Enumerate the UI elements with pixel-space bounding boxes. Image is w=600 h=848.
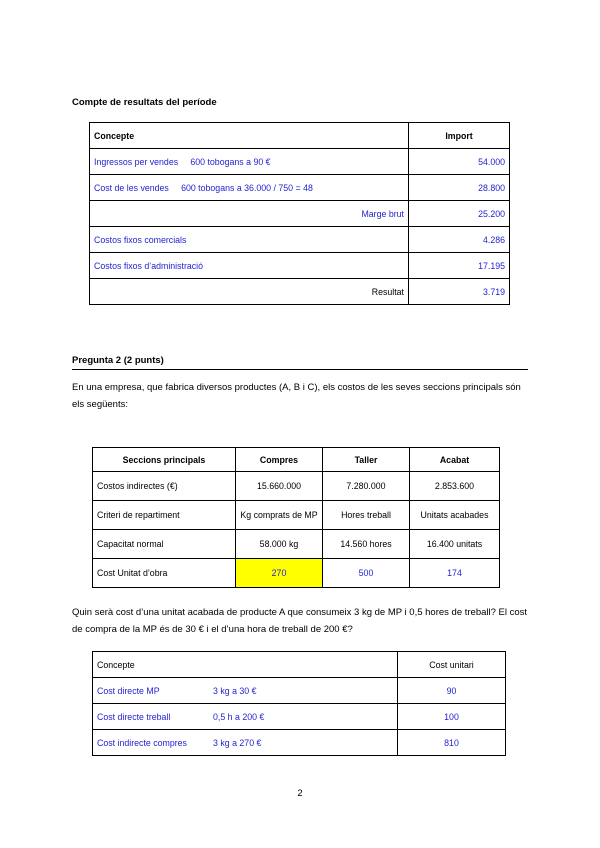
header-seccions: Seccions principals — [93, 448, 236, 472]
table-row — [90, 253, 510, 279]
header-cost-unitari: Cost unitari — [398, 652, 506, 678]
cell: 2.853.600 — [410, 472, 500, 501]
row-value: 25.200 — [409, 201, 510, 227]
row-value: 90 — [398, 678, 506, 704]
cell: Unitats acabades — [410, 501, 500, 530]
row-label: Ingressos per vendes 600 tobogans a 90 € — [90, 149, 409, 175]
table-row — [90, 201, 510, 227]
cell: 174 — [410, 559, 500, 588]
row-label: Costos fixos comercials — [90, 227, 409, 253]
highlighted-cell: 270 — [236, 559, 323, 588]
table-row — [93, 501, 500, 530]
header-concepte: Concepte — [93, 652, 398, 678]
table-row — [93, 678, 506, 704]
cell: 58.000 kg — [236, 530, 323, 559]
table-row — [93, 704, 506, 730]
row-value: 3.719 — [409, 279, 510, 305]
cell: Hores treball — [323, 501, 410, 530]
table-header-row — [90, 123, 510, 149]
header-concepte: Concepte — [90, 123, 409, 149]
row-label: Cost directe treball 0,5 h a 200 € — [93, 704, 398, 730]
intro-paragraph: En una empresa, que fabrica diversos productes (A, B i C), els costos de les seves seccions principals són els següents: — [72, 382, 521, 410]
table-header-row — [93, 652, 506, 678]
table-row — [90, 175, 510, 201]
row-label: Cost indirecte compres 3 kg a 270 € — [93, 730, 398, 756]
table-header-row — [93, 448, 500, 472]
header-import: Import — [409, 123, 510, 149]
page-number: 2 — [297, 788, 303, 799]
table-row — [90, 279, 510, 305]
cell: 7.280.000 — [323, 472, 410, 501]
row-value: 17.195 — [409, 253, 510, 279]
cell: 16.400 unitats — [410, 530, 500, 559]
header-compres: Compres — [236, 448, 323, 472]
table-row — [93, 730, 506, 756]
header-taller: Taller — [323, 448, 410, 472]
income-statement-table — [89, 122, 510, 305]
cell: Criteri de repartiment — [93, 501, 236, 530]
cell: Costos indirectes (€) — [93, 472, 236, 501]
cell: 15.660.000 — [236, 472, 323, 501]
section1-title: Compte de resultats del període — [72, 97, 217, 108]
row-label: Cost directe MP 3 kg a 30 € — [93, 678, 398, 704]
sections-cost-table — [92, 447, 500, 588]
row-value: 28.800 — [409, 175, 510, 201]
cell: Capacitat normal — [93, 530, 236, 559]
table-row — [93, 559, 500, 588]
row-value: 100 — [398, 704, 506, 730]
cell: Kg comprats de MP — [236, 501, 323, 530]
cell: Cost Unitat d’obra — [93, 559, 236, 588]
table-row — [93, 472, 500, 501]
row-label: Costos fixos d’administració — [90, 253, 409, 279]
section-divider — [72, 369, 528, 370]
unit-cost-table — [92, 651, 506, 756]
table-row — [90, 149, 510, 175]
header-acabat: Acabat — [410, 448, 500, 472]
row-value: 810 — [398, 730, 506, 756]
row-value: 4.286 — [409, 227, 510, 253]
question-paragraph: Quin serà cost d’una unitat acabada de producte A que consumeix 3 kg de MP i 0,5 hores de treball? El cost de compra de la MP és de 30 € i el d’una hora de treball de 200 €? — [72, 607, 528, 635]
table-row — [93, 530, 500, 559]
row-label: Marge brut — [90, 201, 409, 227]
cell: 14.560 hores — [323, 530, 410, 559]
cell: 500 — [323, 559, 410, 588]
row-value: 54.000 — [409, 149, 510, 175]
row-label: Cost de les vendes 600 tobogans a 36.000 / 750 = 48 — [90, 175, 409, 201]
row-label: Resultat — [90, 279, 409, 305]
table-row — [90, 227, 510, 253]
section2-title: Pregunta 2 (2 punts) — [72, 355, 164, 366]
